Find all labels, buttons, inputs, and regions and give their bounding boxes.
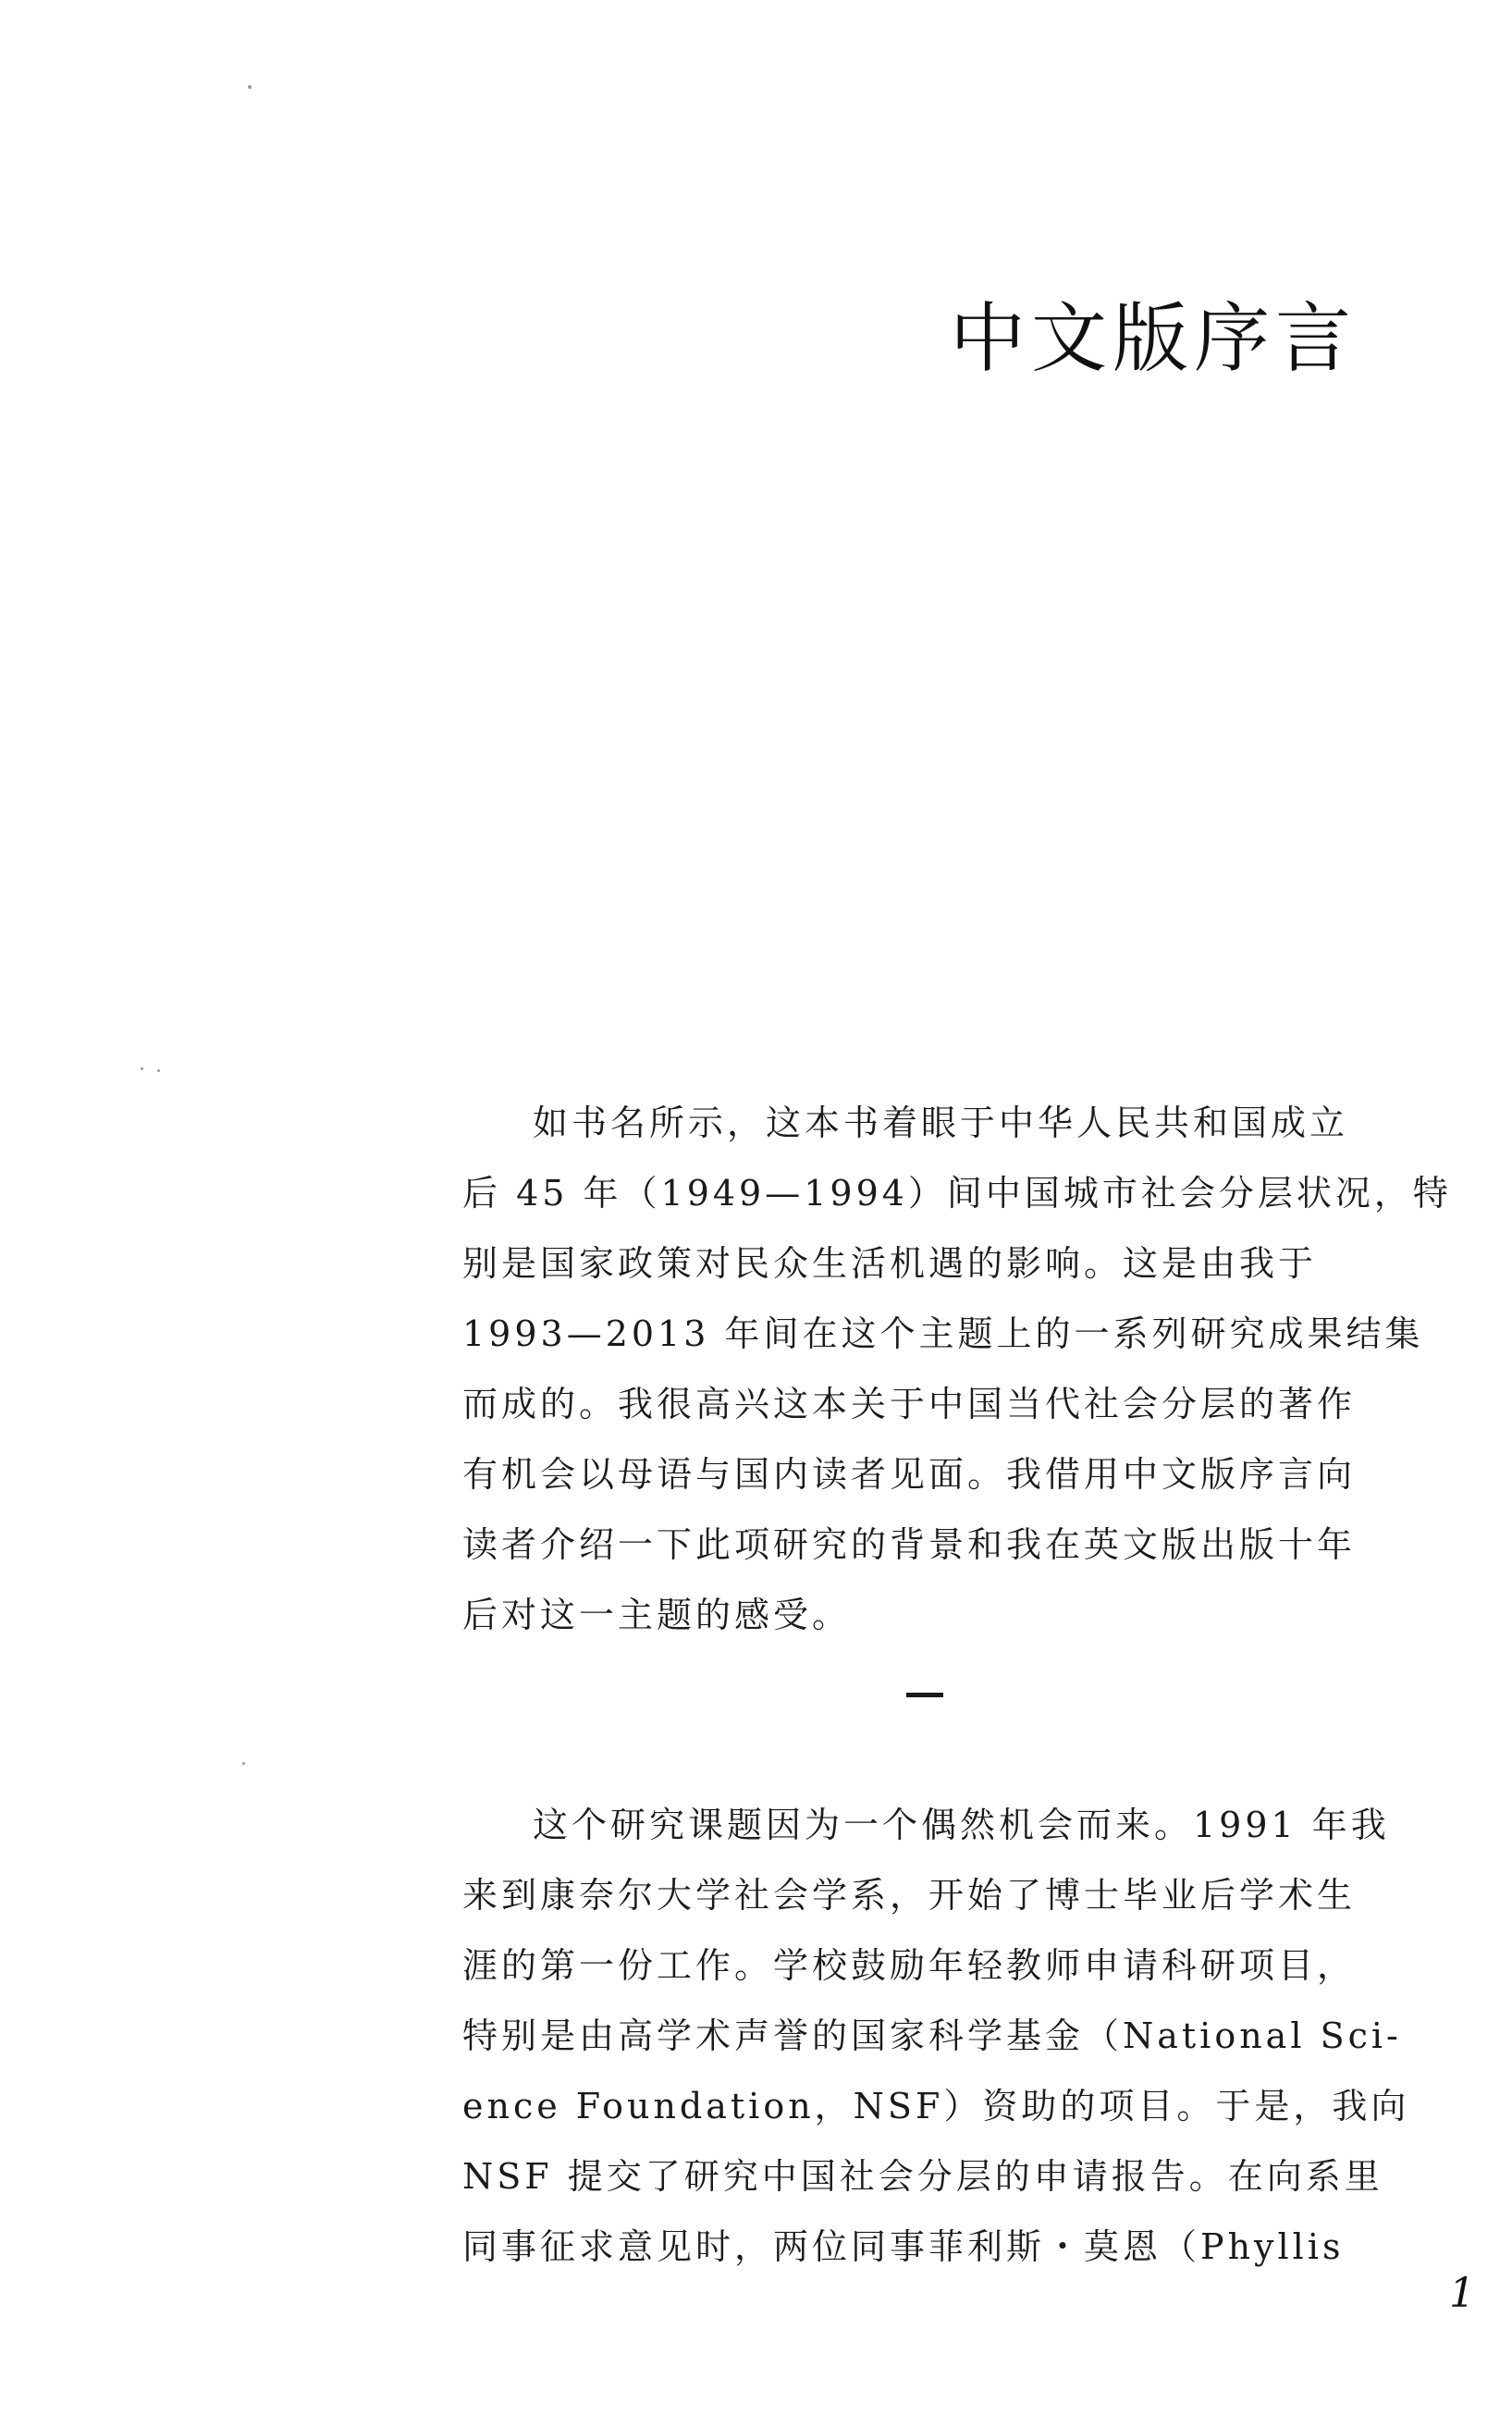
paragraph-1 [462,1088,1452,1650]
scan-speck [242,1762,245,1765]
page-number: 1 [1449,2270,1475,2317]
text-line: 别是国家政策对民众生活机遇的影响。这是由我于 [462,1243,1318,1284]
text-line: 后 45 年（1949—1994）间中国城市社会分层状况，特 [462,1173,1452,1214]
text-line: 涯的第一份工作。学校鼓励年轻教师申请科研项目， [462,1945,1357,1986]
section-number [906,1693,943,1697]
text-line: 1993—2013 年间在这个主题上的一系列研究成果结集 [462,1313,1424,1354]
text-line: 读者介绍一下此项研究的背景和我在英文版出版十年 [462,1524,1357,1565]
text-line: 有机会以母语与国内读者见面。我借用中文版序言向 [462,1454,1357,1495]
text-line: 而成的。我很高兴这本关于中国当代社会分层的著作 [462,1384,1357,1424]
text-line: 如书名所示，这本书着眼于中华人民共和国成立 [533,1103,1349,1143]
text-line: 同事征求意见时，两位同事菲利斯・莫恩（Phyllis [462,2226,1345,2267]
text-line: 来到康奈尔大学社会学系，开始了博士毕业后学术生 [462,1875,1357,1916]
scan-speck [157,1069,160,1072]
text-line: 特别是由高学术声誉的国家科学基金（National Sci- [462,2015,1402,2056]
scan-speck [141,1067,143,1070]
scan-speck [248,85,252,89]
text-line: NSF 提交了研究中国社会分层的申请报告。在向系里 [462,2156,1383,2197]
paragraph-2 [462,1790,1410,2282]
text-line: 后对这一主题的感受。 [462,1595,852,1635]
text-line: 这个研究课题因为一个偶然机会而来。1991 年我 [533,1805,1390,1845]
text-line: ence Foundation，NSF）资助的项目。于是，我向 [462,2086,1410,2126]
chapter-title: 中文版序言 [949,294,1357,383]
